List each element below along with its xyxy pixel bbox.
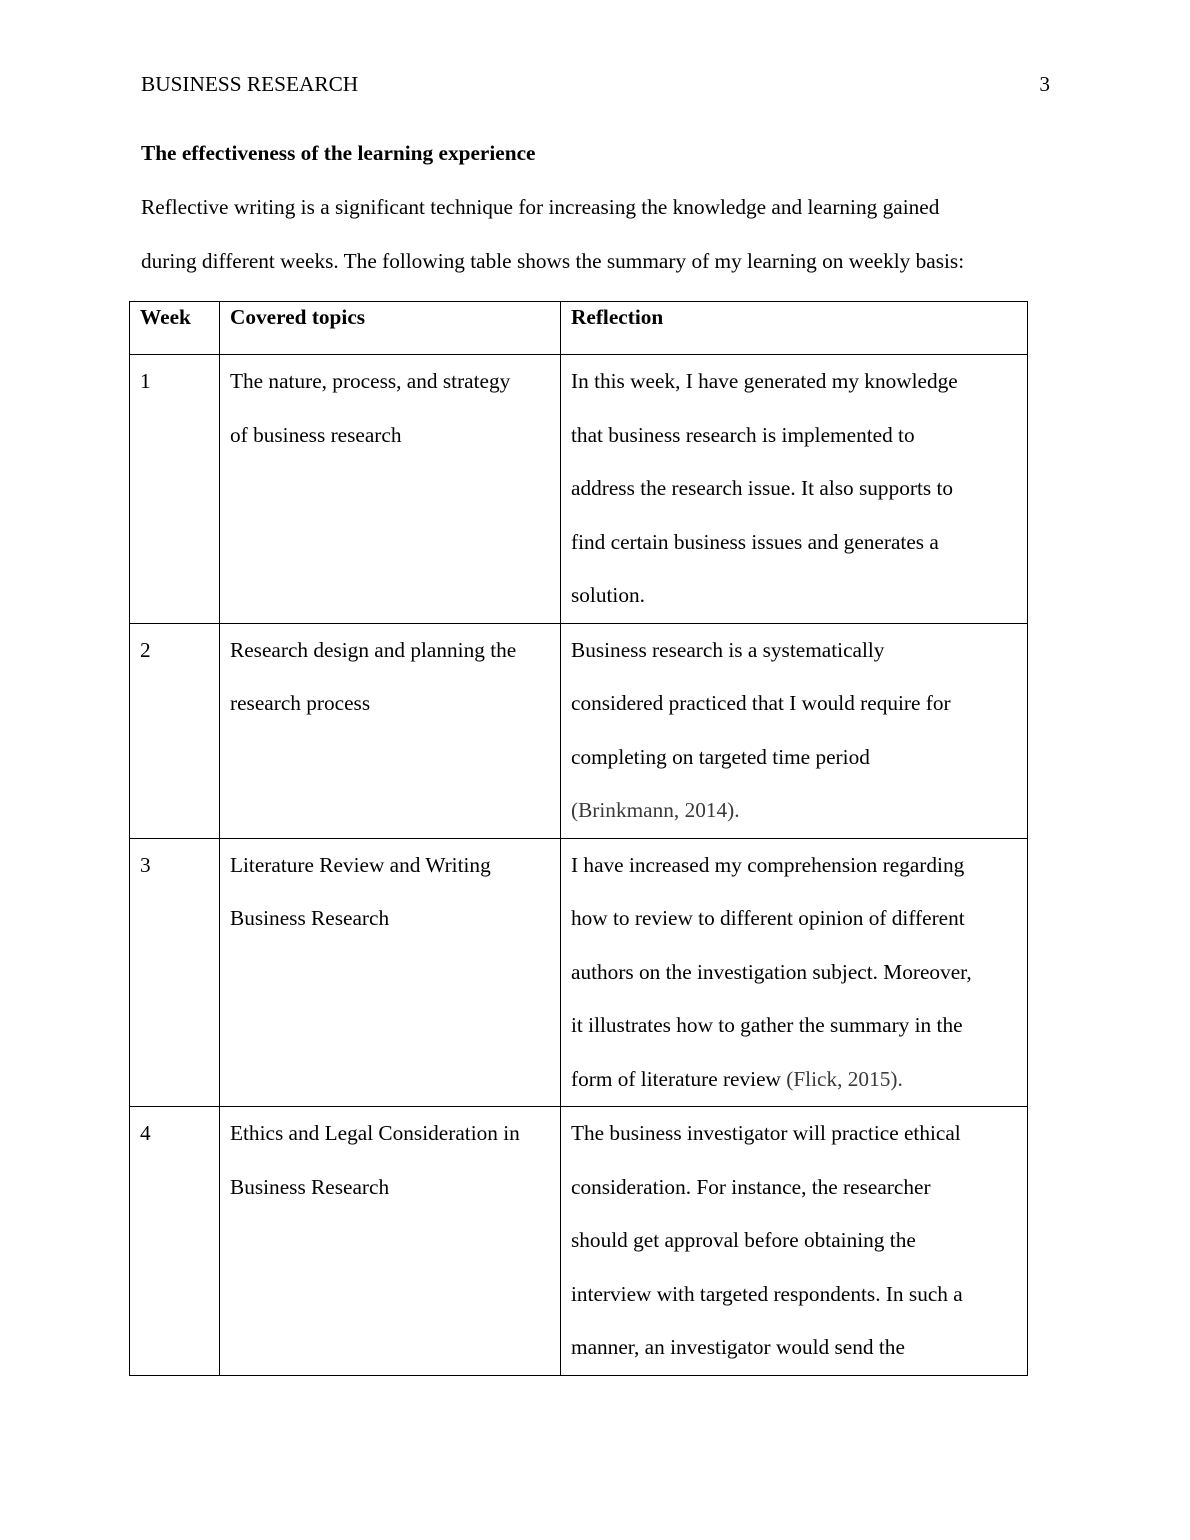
reflection-line: I have increased my comprehension regarding <box>571 852 965 877</box>
topic-line: Research design and planning the <box>230 637 517 662</box>
reflection-line: In this week, I have generated my knowledge <box>571 369 958 393</box>
table-header-row <box>130 302 1028 355</box>
topic-cell <box>220 838 561 1107</box>
citation: (Brinkmann, 2014). <box>571 798 740 822</box>
reflection-line: authors on the investigation subject. Moreover, <box>571 959 972 984</box>
column-header-week: Week <box>130 302 220 355</box>
reflection-line <box>571 1053 1017 1107</box>
topic-line: Business Research <box>230 906 390 930</box>
column-header-covered-topics: Covered topics <box>220 302 561 355</box>
topic-line: of business research <box>230 422 402 447</box>
intro-line: during different weeks. The following table shows the summary of my learning on weekly basis: <box>141 248 965 273</box>
table-row <box>130 1107 1028 1376</box>
week-cell: 3 <box>130 838 220 1107</box>
intro-paragraph <box>141 181 1061 288</box>
reflection-line: manner, an investigator would send the <box>571 1335 905 1359</box>
reflection-line: that business research is implemented to <box>571 422 915 447</box>
topic-line: Business Research <box>230 1174 390 1199</box>
topic-cell <box>220 355 561 624</box>
reflection-line: should get approval before obtaining the <box>571 1228 916 1252</box>
reflection-line: consideration. For instance, the researcher <box>571 1174 931 1199</box>
reflection-cell <box>561 838 1028 1107</box>
topic-line: Ethics and Legal Consideration in <box>230 1121 520 1145</box>
reflection-line: considered practiced that I would require for <box>571 691 951 715</box>
table-row <box>130 838 1028 1107</box>
topic-line: The nature, process, and strategy <box>230 369 511 393</box>
reflection-line: it illustrates how to gather the summary in the <box>571 1013 963 1037</box>
week-cell: 4 <box>130 1107 220 1376</box>
running-head: BUSINESS RESEARCH <box>141 72 359 96</box>
page-number: 3 <box>1039 72 1050 96</box>
reflection-line: find certain business issues and generates a <box>571 529 939 554</box>
reflection-line: address the research issue. It also supports to <box>571 476 954 500</box>
reflection-cell <box>561 1107 1028 1376</box>
reflection-text: form of literature review <box>571 1066 787 1091</box>
week-cell: 2 <box>130 623 220 838</box>
reflection-line: completing on targeted time period <box>571 744 870 769</box>
topic-cell <box>220 623 561 838</box>
topic-cell <box>220 1107 561 1376</box>
weekly-learning-table <box>129 301 1028 1376</box>
topic-line: Literature Review and Writing <box>230 852 491 877</box>
citation: (Flick, 2015). <box>786 1066 903 1091</box>
reflection-cell <box>561 623 1028 838</box>
week-cell: 1 <box>130 355 220 624</box>
reflection-line: Business research is a systematically <box>571 637 885 662</box>
reflection-line: how to review to different opinion of different <box>571 906 965 930</box>
intro-line: Reflective writing is a significant technique for increasing the knowledge and learning gained <box>141 195 940 219</box>
topic-line: research process <box>230 691 371 715</box>
reflection-line: The business investigator will practice ethical <box>571 1121 961 1145</box>
reflection-cell <box>561 355 1028 624</box>
column-header-reflection: Reflection <box>561 302 1028 355</box>
table-row <box>130 355 1028 624</box>
reflection-line: interview with targeted respondents. In such a <box>571 1281 963 1306</box>
section-heading: The effectiveness of the learning experience <box>141 141 536 165</box>
table-row <box>130 623 1028 838</box>
reflection-line: solution. <box>571 583 645 607</box>
